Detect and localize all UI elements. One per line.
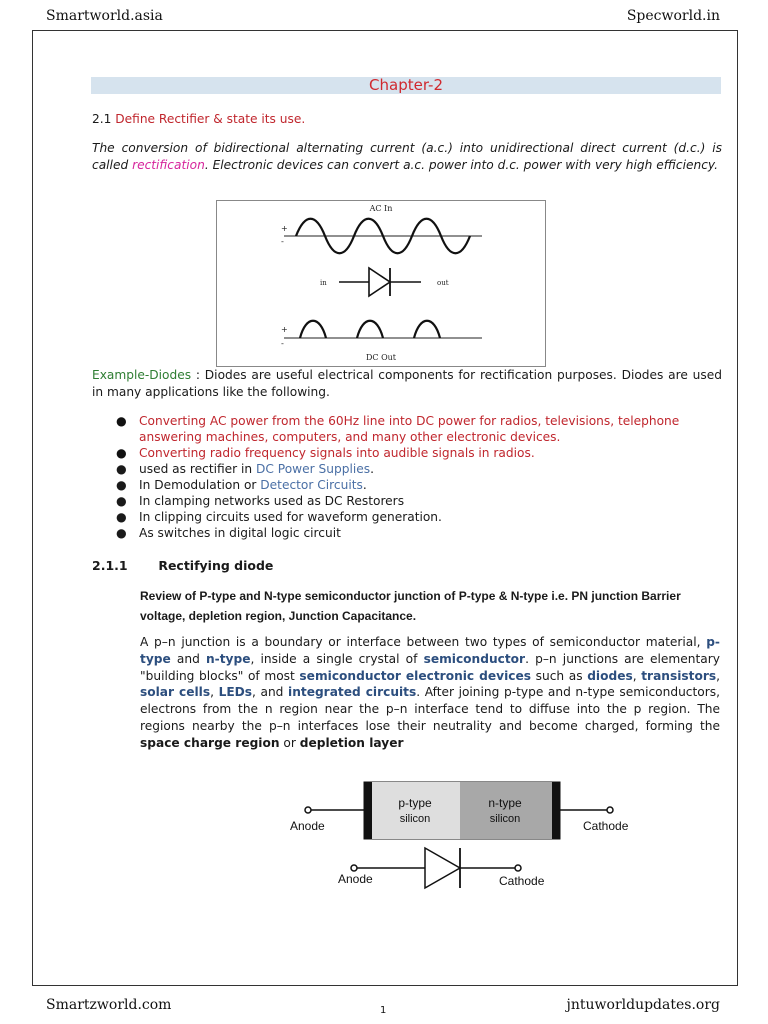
definition-paragraph: [92, 140, 722, 173]
leds-link[interactable]: LEDs: [218, 685, 253, 700]
list-item: [116, 477, 722, 493]
pn-text: and: [170, 651, 206, 666]
diodes-link[interactable]: diodes: [587, 668, 633, 683]
minus-sign-bottom: -: [281, 339, 284, 348]
page-number: 1: [380, 1005, 387, 1016]
n-type-label: n-type: [488, 796, 522, 810]
uses-list: [116, 413, 722, 541]
list-item-punct: .: [362, 478, 367, 492]
plus-sign-top: +: [281, 224, 288, 233]
ac-in-label: AC In: [369, 204, 393, 213]
anode-terminal: [305, 807, 311, 813]
footer-right-site: jntuworldupdates.org: [566, 997, 720, 1013]
detector-circuits-link[interactable]: Detector Circuits: [260, 478, 363, 492]
pn-junction-paragraph: [140, 634, 720, 752]
chapter-title: Chapter-2: [369, 76, 443, 94]
bullet-icon: ●: [116, 494, 127, 508]
list-item-text: In clamping networks used as DC Restorers: [139, 494, 405, 508]
header-left-site: Smartworld.asia: [46, 8, 163, 24]
list-item-text: As switches in digital logic circuit: [139, 526, 341, 540]
bullet-icon: ●: [116, 446, 127, 460]
list-item: [116, 493, 722, 509]
list-item: [116, 445, 722, 461]
pn-text: , and: [252, 685, 289, 700]
list-item: [116, 461, 722, 477]
list-item-text: used as rectifier in: [139, 462, 257, 476]
header-right-site: Specworld.in: [626, 8, 720, 24]
cathode-terminal: [607, 807, 613, 813]
example-text: : Diodes are useful electrical components for rectification purposes. Diodes are used in many applications like the following.: [92, 368, 722, 399]
list-item-text: In clipping circuits used for waveform generation.: [139, 510, 442, 524]
pn-text: A p–n junction is a boundary or interface between two types of semiconductor material,: [140, 635, 707, 649]
dc-out-label: DC Out: [365, 353, 397, 362]
section-number: 2.1: [92, 112, 112, 126]
bullet-icon: ●: [116, 462, 127, 476]
list-item: [116, 509, 722, 525]
diode-triangle: [425, 848, 460, 888]
cathode-cap: [552, 782, 560, 839]
p-type-label: p-type: [398, 796, 432, 810]
definition-text-2: . Electronic devices can convert a.c. power into d.c. power with very high efficiency.: [204, 157, 719, 172]
subsection-number: 2.1.1: [92, 558, 128, 573]
anode-label-bottom: Anode: [338, 872, 373, 886]
n-type-link[interactable]: n-type: [206, 651, 251, 666]
out-label: out: [437, 279, 449, 287]
subsection-title: Rectifying diode: [158, 558, 274, 573]
space-charge-region-term: space charge region: [140, 735, 280, 750]
plus-sign-bottom: +: [281, 325, 288, 334]
cathode-label-top: Cathode: [583, 819, 629, 833]
pn-text: ,: [210, 685, 219, 700]
review-heading: Review of P-type and N-type semiconductor junction of P-type & N-type i.e. PN junction Barrier voltage, depletion region, Junction Capacitance.: [140, 589, 681, 623]
minus-sign-top: -: [281, 237, 284, 246]
integrated-circuits-link[interactable]: integrated circuits: [288, 685, 417, 700]
list-item-text: In Demodulation or: [139, 478, 261, 492]
solar-cells-link[interactable]: solar cells: [140, 685, 211, 700]
list-item-text: Converting AC power from the 60Hz line into DC power for radios, televisions, telephone answering machines, computers, and many other electronic devices.: [139, 414, 680, 444]
depletion-layer-term: depletion layer: [299, 735, 404, 750]
anode-label-top: Anode: [290, 819, 325, 833]
semiconductor-link[interactable]: semiconductor: [423, 651, 526, 666]
p-silicon-label: silicon: [399, 813, 431, 825]
rectifier-figure: [216, 200, 546, 367]
pn-text: , inside a single crystal of: [250, 651, 424, 666]
list-item: [116, 413, 722, 445]
n-silicon-label: silicon: [489, 813, 521, 825]
n-type-region: [460, 782, 552, 839]
pn-text: such as: [531, 668, 588, 683]
anode-cap: [364, 782, 372, 839]
list-item-text: Converting radio frequency signals into audible signals in radios.: [139, 446, 535, 460]
transistors-link[interactable]: transistors: [641, 668, 717, 683]
rectification-link[interactable]: rectification: [132, 157, 205, 172]
pn-text: or: [279, 735, 300, 750]
section-title: Define Rectifier & state its use.: [115, 112, 306, 126]
definition-text-1: The conversion of bidirectional alternating current (a.c.) into unidirectional direct current (d.c.) is called: [92, 141, 722, 172]
in-label: in: [320, 279, 327, 287]
p-type-region: [372, 782, 460, 839]
section-2-1-1-heading: [92, 558, 273, 573]
footer-left-site: Smartzworld.com: [46, 997, 172, 1013]
dc-power-supplies-link[interactable]: DC Power Supplies: [256, 462, 371, 476]
bullet-icon: ●: [116, 510, 127, 524]
p-type-link[interactable]: p-type: [140, 635, 720, 666]
example-label: Example-Diodes: [92, 368, 192, 382]
example-diodes-paragraph: [92, 367, 722, 400]
pn-text: . p–n junctions are elementary "building blocks" of most: [140, 651, 720, 683]
bullet-icon: ●: [116, 478, 127, 492]
symbol-anode-terminal: [351, 865, 357, 871]
list-item: [116, 525, 722, 541]
pn-junction-figure: [286, 777, 642, 895]
symbol-cathode-terminal: [515, 865, 521, 871]
pn-text: . After joining p-type and n-type semiconductors, electrons from the n region near the p–n interface tend to diffuse into the p region. The regions nearby the p–n interfaces lose their neutrality and become charged, forming the: [140, 685, 720, 733]
semiconductor-devices-link[interactable]: semiconductor electronic devices: [299, 668, 531, 683]
bullet-icon: ●: [116, 526, 127, 540]
bullet-icon: ●: [116, 414, 127, 428]
pn-text: ,: [632, 668, 642, 683]
list-item-punct: .: [370, 462, 374, 476]
cathode-label-bottom: Cathode: [499, 874, 545, 888]
section-2-1-heading: [92, 111, 305, 128]
pn-text: ,: [716, 668, 720, 683]
